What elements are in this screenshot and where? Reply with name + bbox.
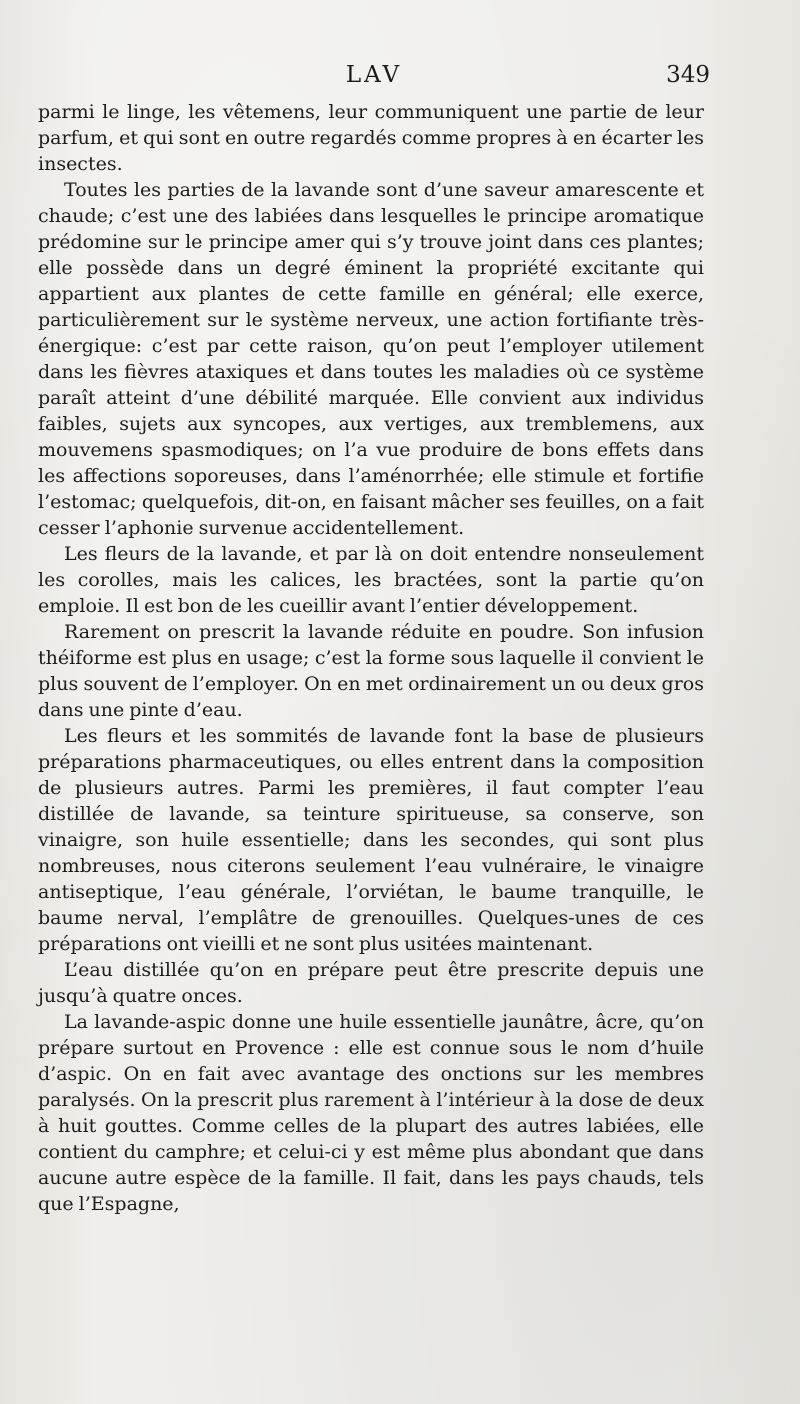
paragraph: Toutes les parties de la lavande sont d’une saveur amarescente et chaude; c’est une des labiées dans lesquelles le principe aromatique prédomine sur le principe amer qui s’y trouve joint dans ces plantes; elle possède dans un degré éminent la propriété excitante qui appartient aux plantes de cette famille en général; elle exerce, particulièrement sur le système nerveux, une action fortifiante très-énergique: c’est par cette raison, qu’on peut l’employer utilement dans les fièvres ataxiques et dans toutes les maladies où ce système paraît atteint d’une débilité marquée. Elle convient aux individus faibles, sujets aux syncopes, aux vertiges, aux tremblemens, aux mouvemens spasmodiques; on l’a vue produire de bons effets dans les affections soporeuses, dans l’aménorrhée; elle stimule et fortifie l’estomac; quelquefois, dit-on, en faisant mâcher ses feuilles, on a fait cesser l’aphonie survenue accidentellement. [38,179,704,539]
paragraph: Rarement on prescrit la lavande réduite en poudre. Son infusion théiforme est plus en usage; c’est la forme sous laquelle il convient le plus souvent de l’employer. On en met ordinairement un ou deux gros dans une pinte d’eau. [38,621,704,721]
paragraph: L’eau distillée qu’on en prépare peut être prescrite depuis une jusqu’à quatre onces. [38,959,704,1007]
body-text [38,99,704,1217]
running-head: LAV [345,62,403,88]
page-header [38,62,710,92]
paragraph: parmi le linge, les vêtemens, leur communiquent une partie de leur parfum, et qui sont en outre regardés comme propres à en écarter les insectes. [38,101,704,175]
paragraph: La lavande-aspic donne une huile essentielle jaunâtre, âcre, qu’on prépare surtout en Provence : elle est connue sous le nom d’huile d’aspic. On en fait avec avantage des onctions sur les membres paralysés. On la prescrit plus rarement à l’intérieur à la dose de deux à huit gouttes. Comme celles de la plupart des autres labiées, elle contient du camphre; et celui-ci y est même plus abondant que dans aucune autre espèce de la famille. Il fait, dans les pays chauds, tels que l’Espagne, [38,1011,704,1215]
page-number: 349 [666,62,710,88]
paragraph: Les fleurs de la lavande, et par là on doit entendre nonseulement les corolles, mais les calices, les bractées, sont la partie qu’on emploie. Il est bon de les cueillir avant l’entier développement. [38,543,704,617]
paragraph: Les fleurs et les sommités de lavande font la base de plusieurs préparations pharmaceutiques, ou elles entrent dans la composition de plusieurs autres. Parmi les premières, il faut compter l’eau distillée de lavande, sa teinture spiritueuse, sa conserve, son vinaigre, son huile essentielle; dans les secondes, qui sont plus nombreuses, nous citerons seulement l’eau vulnéraire, le vinaigre antiseptique, l’eau générale, l’orviétan, le baume tranquille, le baume nerval, l’emplâtre de grenouilles. Quelques-unes de ces préparations ont vieilli et ne sont plus usitées maintenant. [38,725,704,955]
